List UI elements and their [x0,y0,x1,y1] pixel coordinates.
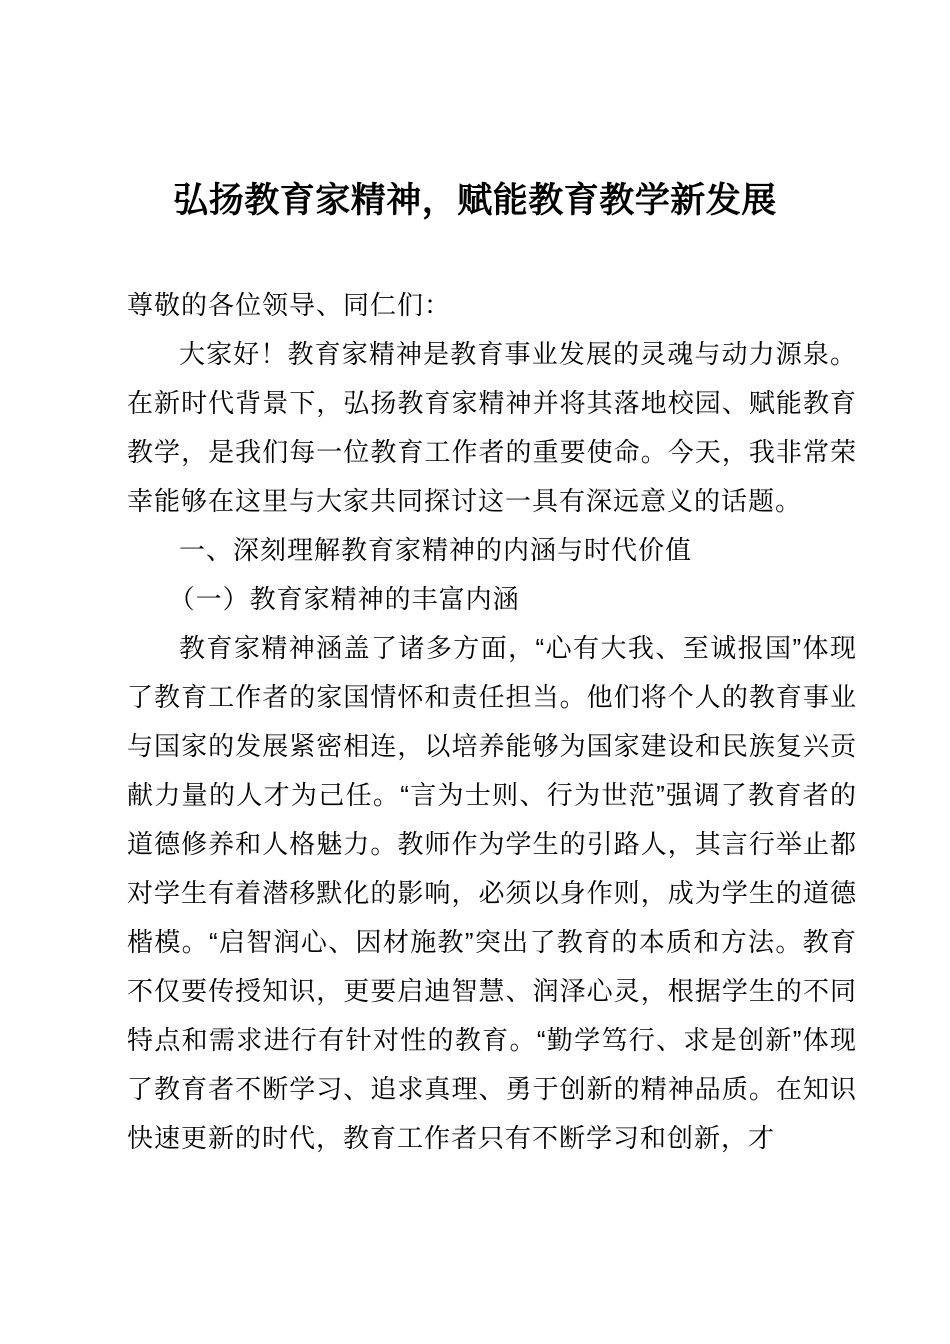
sub-section-heading-1-1: （一）教育家精神的丰富内涵 [168,584,520,614]
salutation-line: 尊敬的各位领导、同仁们： [127,290,452,320]
section-heading-1: 一、深刻理解教育家精神的内涵与时代价值 [179,535,693,565]
paragraph-intro: 大家好！教育家精神是教育事业发展的灵魂与动力源泉。在新时代背景下，弘扬教育家精神并将其落地校园、赋能教育教学，是我们每一位教育工作者的重要使命。今天，我非常荣幸能够在这里与大家共同探讨这一具有深远意义的话题。 [127,339,857,516]
paragraph-spirit-content: 教育家精神涵盖了诸多方面，“心有大我、至诚报国”体现了教育工作者的家国情怀和责任担当。他们将个人的教育事业与国家的发展紧密相连，以培养能够为国家建设和民族复兴贡献力量的人才为己任。“言为士则、行为世范”强调了教育者的道德修养和人格魅力。教师作为学生的引路人，其言行举止都对学生有着潜移默化的影响，必须以身作则，成为学生的道德楷模。“启智润心、因材施教”突出了教育的本质和方法。教育不仅要传授知识，更要启迪智慧、润泽心灵，根据学生的不同特点和需求进行有针对性的教育。“勤学笃行、求是创新”体现了教育者不断学习、追求真理、勇于创新的精神品质。在知识快速更新的时代，教育工作者只有不断学习和创新，才 [127,633,857,1153]
document-body [127,281,857,1163]
document-title: 弘扬教育家精神，赋能教育教学新发展 [173,181,777,220]
